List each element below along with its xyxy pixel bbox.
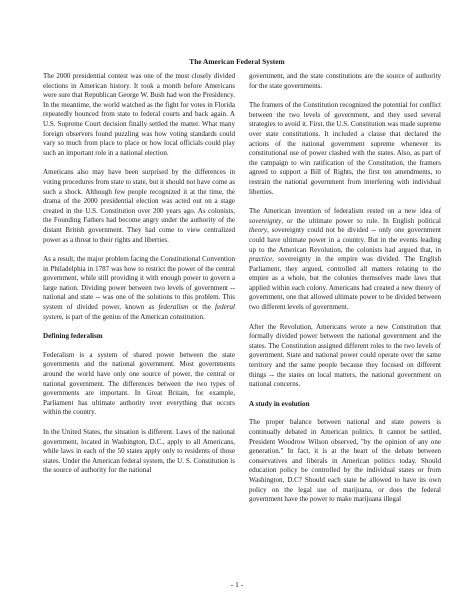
text-run: , sovereignty in the empire was divided. The English Parliament, they argued, controlled all matters relating to the empire as a whole, but the colonies themselves made laws that applied within each colony. Americans had created a new theory of government, one that allowed ultimate power to be divided between two different levels of government.	[249, 255, 441, 312]
paragraph: The 2000 presidential contest was one of the most closely divided elections in American history. It took a month before Americans were sure that Republican George W. Bush had won the Presidency. In the meantime, the world watched as the fight for votes in Florida repeatedly bounced from state to federal courts and back again. A U.S. Supreme Court decision finally settled the matter. What many foreign observers found puzzling was how voting standards could vary so much from place to place or how local officials could play such an important role in a national election.	[43, 72, 235, 157]
emphasis-theory: theory	[249, 226, 268, 235]
page-title: The American Federal System	[189, 57, 285, 66]
emphasis-practice: practice	[249, 255, 273, 264]
right-column	[249, 72, 441, 515]
paragraph: The proper balance between national and state powers is continually debated in American politics. It cannot be settled, President Woodrow Wilson observed, "by the opinion of any one generation." In fact, it is at the heart of the debate between conservatives and liberals in American politics today. Should education policy be controlled by the individual states or from Washington, D.C? Should each state be allowed to have its own policy on the legal use of marijuana, or does the federal government have the power to make marijuana illegal	[249, 418, 441, 504]
paragraph: After the Revolution, Americans wrote a new Constitution that formally divided power between the national government and the states. The Constitution assigned different roles to the two levels of government. State and national power could operate over the same territory and the same people because they focused on different things -- the states on local matters, the national government on national concerns.	[249, 322, 441, 389]
text-run: , is part of the genius of the American constitution.	[61, 312, 205, 321]
paragraph: Federalism is a system of shared power between the state governments and the national government. Most governments around the world have only one source of power, the central or national government. The differences between the two types of governments are important. In Great Britain, for example, Parliament has ultimate authority over everything that occurs within the country.	[43, 350, 235, 417]
section-heading: A study in evolution	[249, 399, 310, 408]
paragraph	[249, 207, 441, 313]
emphasis-sovereignty: sovereignty	[249, 216, 282, 225]
paragraph: In the United States, the situation is different. Laws of the national government, located in Washington, D.C., apply to all Americans, while laws in each of the 50 states apply only to residents of those states. Under the American federal system, the U. S. Constitution is the source of authority for the national	[43, 428, 235, 475]
paragraph: government, and the state constitutions are the source of authority for the state governments.	[249, 72, 441, 90]
section-heading: Defining federalism	[43, 332, 103, 341]
emphasis-federalism: federalism	[158, 303, 189, 312]
text-run: , or the ultimate power to rule. In English political	[281, 216, 441, 225]
text-run: or the	[188, 303, 216, 312]
paragraph: The framers of the Constitution recognized the potential for conflict between the two levels of government, and they used several strategies to avoid it. First, the U.S. Constitution was made supreme over state constitutions. It included a clause that declared the actions of the national government supreme whenever its constitutional use of power clashed with the states. Also, as part of the campaign to win ratification of the Constitution, the framers agreed to support a Bill of Rights, the first ten amendments, to restrain the national government from interfering with individual liberties.	[249, 101, 441, 196]
paragraph: Americans also may have been surprised by the differences in voting procedures from state to state, but it should not have come as such a shock. Although few people recognized it at the time, the drama of the 2000 presidential election was acted out on a stage created in the U.S. Constitution over 200 years ago. As colonists, the Founding Fathers had become angry under the authority of the distant British government. They had come to view centralized power as a threat to their rights and liberties.	[43, 168, 235, 244]
text-run: As a result, the major problem facing the Constitutional Convention in Philadelphia in 1787 was how to restrict the power of the central government, while still providing it with enough power to govern a large nation. Dividing power between two levels of government -- national and state -- was one of the solutions to this problem. This system of divided power, known as	[43, 255, 235, 312]
text-run: , sovereignty could not be divided -- only one government could have ultimate power in a country. But in the events leading up to the American Revolution, the colonists had argued that, in	[249, 226, 441, 254]
left-column	[43, 72, 235, 486]
emphasis-federal-system: federal system	[43, 303, 236, 321]
page-number: - 1 -	[230, 580, 244, 589]
paragraph	[43, 255, 235, 322]
text-run: The American invention of federalism rested on a new idea of	[249, 207, 441, 216]
